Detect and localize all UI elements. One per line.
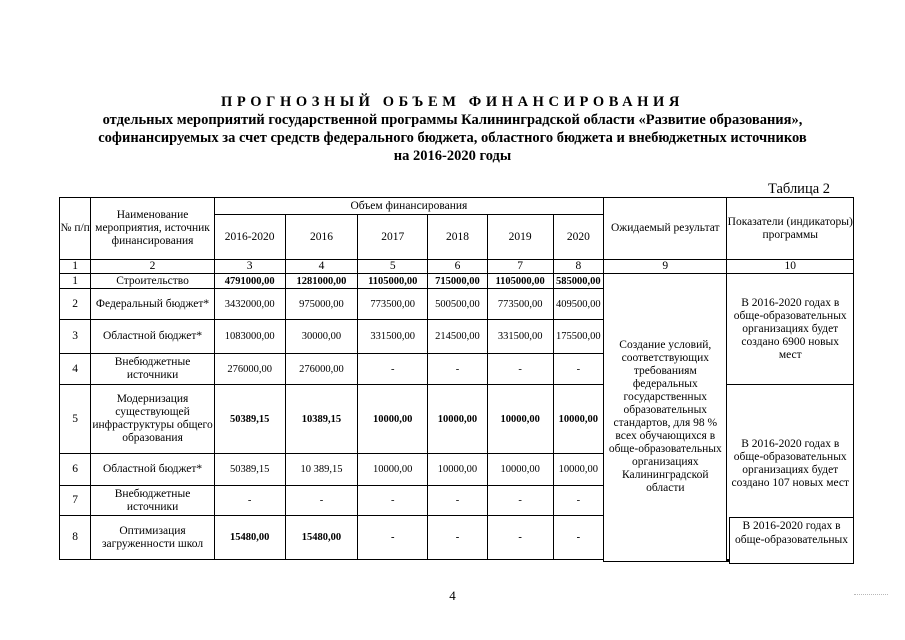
value-cell: 50389,15 [214,454,285,486]
row-num: 1 [60,274,91,289]
value-cell: - [214,486,285,516]
value-cell: 50389,15 [214,385,285,454]
column-number: 6 [428,260,488,274]
expected-result-text: Создание условий, соответствующих требованиям федеральных государственных образовательных стандартов, для 98 % всех обучающихся в обще-образовательных организациях Калининградской области [608,339,722,495]
value-cell: 214500,00 [428,320,488,354]
column-number: 10 [727,260,854,274]
subtitle-line-2: софинансируемых за счет средств федерального бюджета, областного бюджета и внебюджетных источников [98,130,807,146]
value-cell: 409500,00 [553,289,604,320]
value-cell: 773500,00 [487,289,553,320]
header-indicators: Показатели (индикаторы) программы [727,198,854,260]
value-cell: 30000,00 [285,320,358,354]
value-cell: 500500,00 [428,289,488,320]
value-cell: 10 389,15 [285,454,358,486]
value-cell: 10000,00 [487,454,553,486]
value-cell: - [358,486,428,516]
value-cell: 331500,00 [487,320,553,354]
column-number: 8 [553,260,604,274]
row-num: 6 [60,454,91,486]
value-cell: 1281000,00 [285,274,358,289]
row-num: 3 [60,320,91,354]
row-num: 2 [60,289,91,320]
value-cell: - [428,486,488,516]
value-cell: 10000,00 [487,385,553,454]
value-cell: - [553,516,604,560]
financing-table [59,197,854,562]
value-cell: 15480,00 [285,516,358,560]
value-cell: 10000,00 [358,385,428,454]
value-cell: 276000,00 [214,354,285,385]
subtitle-line-1: отдельных мероприятий государственной программы Калининградской области «Развитие образования», [102,112,803,128]
value-cell: - [487,354,553,385]
indicator-text-3: В 2016-2020 годах в обще-образовательных [735,520,848,546]
row-num: 8 [60,516,91,560]
value-cell: 276000,00 [285,354,358,385]
row-name: Федеральный бюджет* [91,289,214,320]
indicator-text-1: В 2016-2020 годах в обще-образовательных организациях будет создано 6900 новых мест [733,296,847,361]
indicator-text-2: В 2016-2020 годах в обще-образовательных организациях будет создано 107 новых мест [731,438,850,489]
value-cell: 3432000,00 [214,289,285,320]
value-cell: 10000,00 [358,454,428,486]
value-cell: - [358,516,428,560]
value-cell: - [428,516,488,560]
value-cell: 585000,00 [553,274,604,289]
row-name: Внебюджетные источники [91,486,214,516]
value-cell: 10000,00 [553,385,604,454]
row-name: Областной бюджет* [91,454,214,486]
value-cell: - [553,354,604,385]
value-cell: 10389,15 [285,385,358,454]
document-subtitle [0,111,905,165]
value-cell: 773500,00 [358,289,428,320]
value-cell: 10000,00 [553,454,604,486]
value-cell: 10000,00 [428,454,488,486]
column-number: 4 [285,260,358,274]
value-cell: 10000,00 [428,385,488,454]
expected-result-cell [604,274,727,562]
value-cell: - [487,516,553,560]
header-year: 2019 [487,215,553,260]
value-cell: 1105000,00 [358,274,428,289]
value-cell: - [428,354,488,385]
row-name: Внебюджетные источники [91,354,214,385]
subtitle-line-3: на 2016-2020 годы [393,148,512,164]
row-num: 7 [60,486,91,516]
column-number: 2 [91,260,214,274]
value-cell: 15480,00 [214,516,285,560]
value-cell: - [487,486,553,516]
column-number: 1 [60,260,91,274]
table-row [60,385,854,454]
column-number: 5 [358,260,428,274]
indicator-cell-1 [727,274,854,385]
document-title: ПРОГНОЗНЫЙ ОБЪЕМ ФИНАНСИРОВАНИЯ [221,94,684,110]
row-name: Строительство [91,274,214,289]
header-year: 2016 [285,215,358,260]
value-cell: - [358,354,428,385]
row-num: 4 [60,354,91,385]
value-cell: 1105000,00 [487,274,553,289]
table-row [60,274,854,289]
page-number: 4 [449,588,456,603]
header-year: 2016-2020 [214,215,285,260]
header-result: Ожидаемый результат [604,198,727,260]
header-year: 2018 [428,215,488,260]
header-name: Наименование мероприятия, источник финансирования [91,198,214,260]
value-cell: 175500,00 [553,320,604,354]
column-number: 7 [487,260,553,274]
header-volume: Объем финансирования [214,198,603,215]
column-number: 9 [604,260,727,274]
value-cell: - [285,486,358,516]
header-year: 2020 [553,215,604,260]
value-cell: 715000,00 [428,274,488,289]
header-year: 2017 [358,215,428,260]
row-name: Модернизация существующей инфраструктуры общего образования [91,385,214,454]
value-cell: 975000,00 [285,289,358,320]
value-cell: - [553,486,604,516]
scan-artifact [854,594,888,595]
column-number: 3 [214,260,285,274]
value-cell: 4791000,00 [214,274,285,289]
row-name: Областной бюджет* [91,320,214,354]
header-num: № п/п [60,198,91,260]
value-cell: 331500,00 [358,320,428,354]
row-name: Оптимизация загруженности школ [91,516,214,560]
table-label: Таблица 2 [768,181,831,197]
row-num: 5 [60,385,91,454]
indicator-cell-3-visible [729,517,854,564]
value-cell: 1083000,00 [214,320,285,354]
